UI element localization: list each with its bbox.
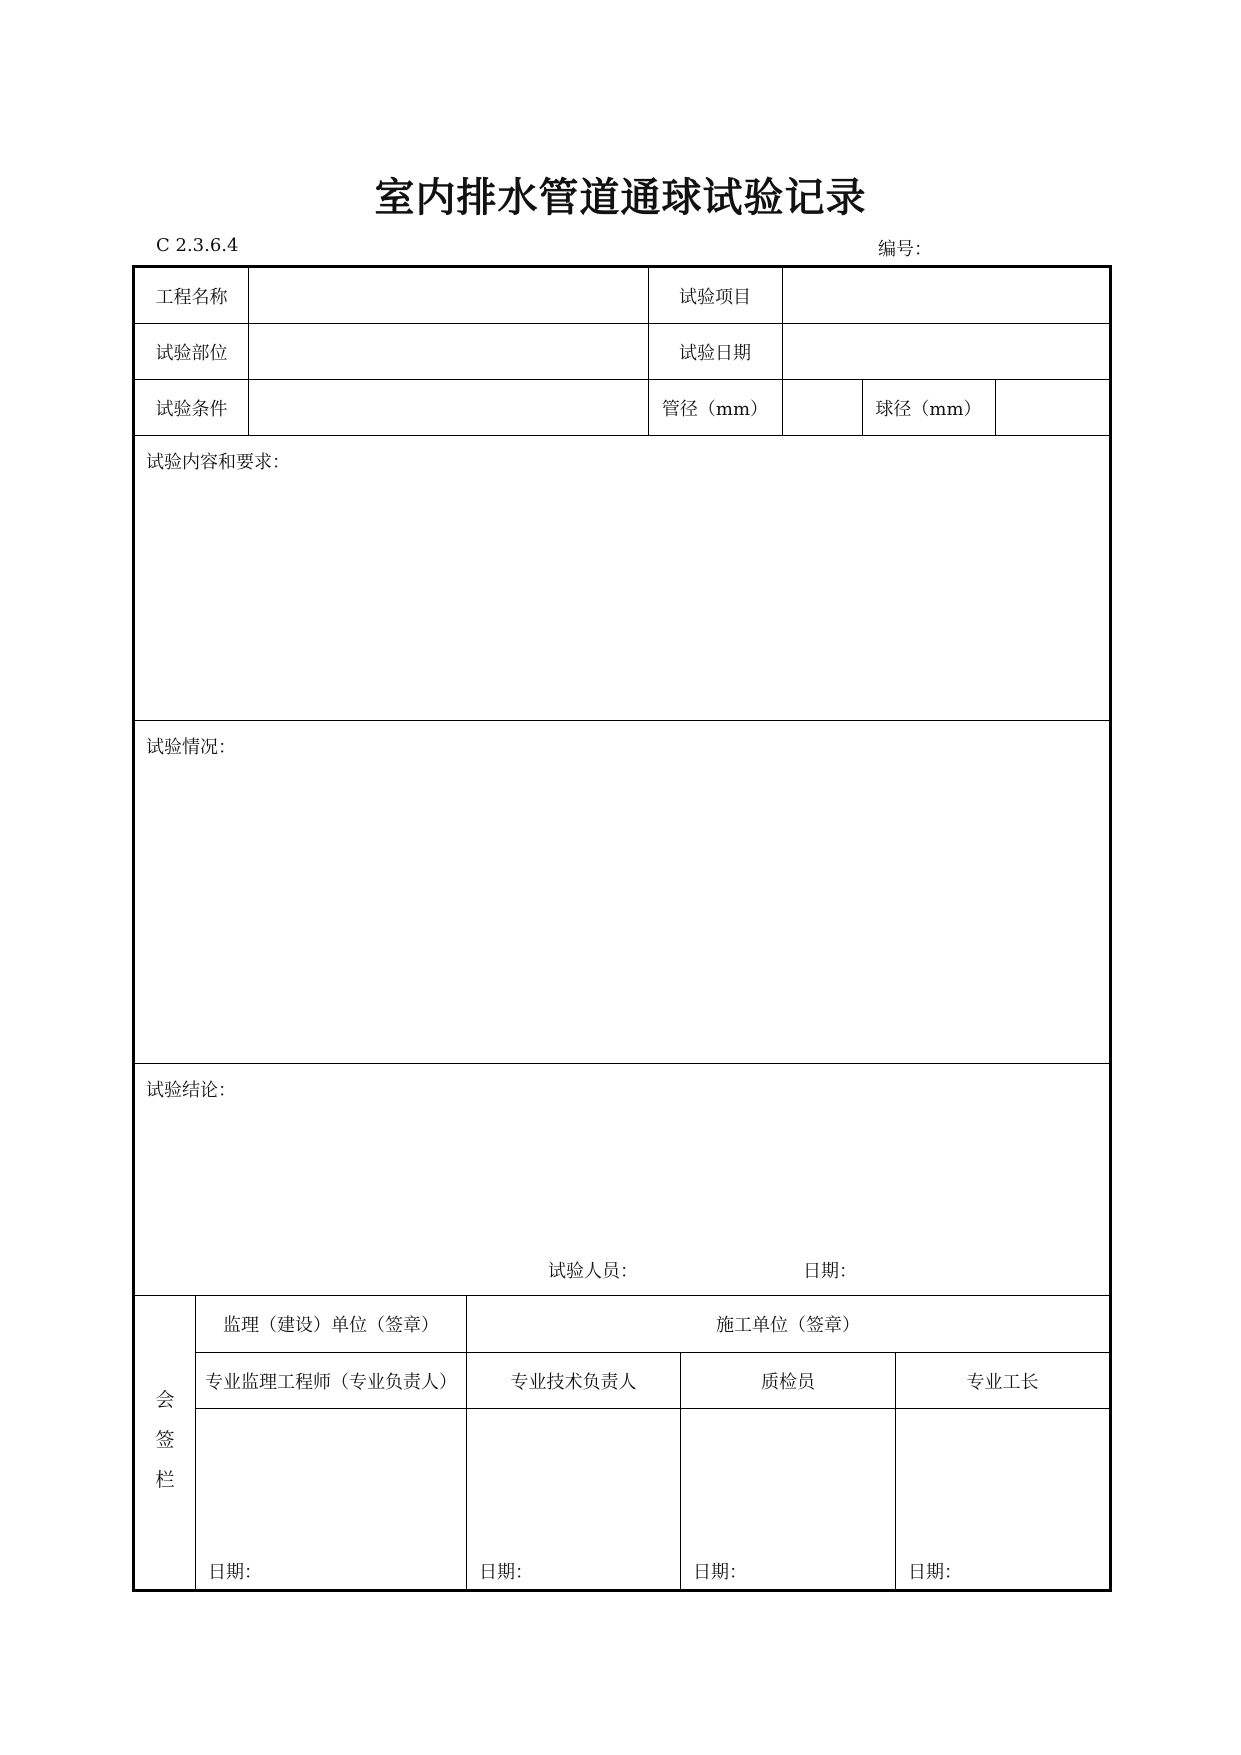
form-code: C 2.3.6.4 xyxy=(156,235,239,256)
signature-box-foreman[interactable] xyxy=(896,1409,1109,1539)
test-location-field[interactable] xyxy=(249,324,648,379)
conclusion-date-label: 日期： xyxy=(803,1261,857,1282)
signature-box-technical-lead[interactable] xyxy=(467,1409,680,1539)
pipe-diameter-label: 管径（mm） xyxy=(661,398,769,420)
signoff-char-2: 签 xyxy=(155,1429,175,1451)
project-name-field[interactable] xyxy=(249,268,648,323)
project-name-label: 工程名称 xyxy=(155,286,228,308)
test-conditions-label: 试验条件 xyxy=(155,398,228,420)
role-technical-lead: 专业技术负责人 xyxy=(510,1371,637,1393)
content-requirements-area[interactable] xyxy=(135,473,1109,718)
supervision-unit-header: 监理（建设）单位（签章） xyxy=(223,1315,439,1336)
test-record-form xyxy=(132,265,1112,1592)
signature-date-label-1: 日期： xyxy=(208,1562,262,1583)
signoff-char-3: 栏 xyxy=(155,1469,175,1491)
role-quality-inspector: 质检员 xyxy=(761,1371,815,1393)
signature-date-label-4: 日期： xyxy=(908,1562,962,1583)
page-title: 室内排水管道通球试验记录 xyxy=(374,174,867,221)
test-date-field[interactable] xyxy=(783,324,1109,379)
test-date-label: 试验日期 xyxy=(679,342,751,364)
test-conditions-field[interactable] xyxy=(249,380,648,435)
test-situation-area[interactable] xyxy=(135,758,1109,1061)
content-requirements-label: 试验内容和要求： xyxy=(146,452,290,473)
test-conclusion-area[interactable] xyxy=(135,1101,1109,1251)
tester-label: 试验人员： xyxy=(548,1261,638,1282)
test-conclusion-label: 试验结论： xyxy=(146,1080,236,1101)
test-item-field[interactable] xyxy=(783,268,1109,323)
pipe-diameter-field[interactable] xyxy=(783,380,862,435)
test-situation-label: 试验情况： xyxy=(146,737,236,758)
signature-date-label-3: 日期： xyxy=(693,1562,747,1583)
role-foreman: 专业工长 xyxy=(966,1371,1039,1393)
signature-date-label-2: 日期： xyxy=(479,1562,533,1583)
signature-box-quality-inspector[interactable] xyxy=(681,1409,895,1539)
role-supervising-engineer: 专业监理工程师（专业负责人） xyxy=(205,1371,457,1393)
signoff-char-1: 会 xyxy=(155,1389,175,1411)
test-location-label: 试验部位 xyxy=(155,342,228,364)
construction-unit-header: 施工单位（签章） xyxy=(716,1315,860,1336)
test-item-label: 试验项目 xyxy=(679,286,751,308)
ball-diameter-label: 球径（mm） xyxy=(875,398,982,420)
signoff-column-label xyxy=(135,1380,195,1500)
ball-diameter-field[interactable] xyxy=(996,380,1109,435)
signature-box-supervising-engineer[interactable] xyxy=(196,1409,466,1539)
serial-number-label: 编号： xyxy=(878,239,932,260)
